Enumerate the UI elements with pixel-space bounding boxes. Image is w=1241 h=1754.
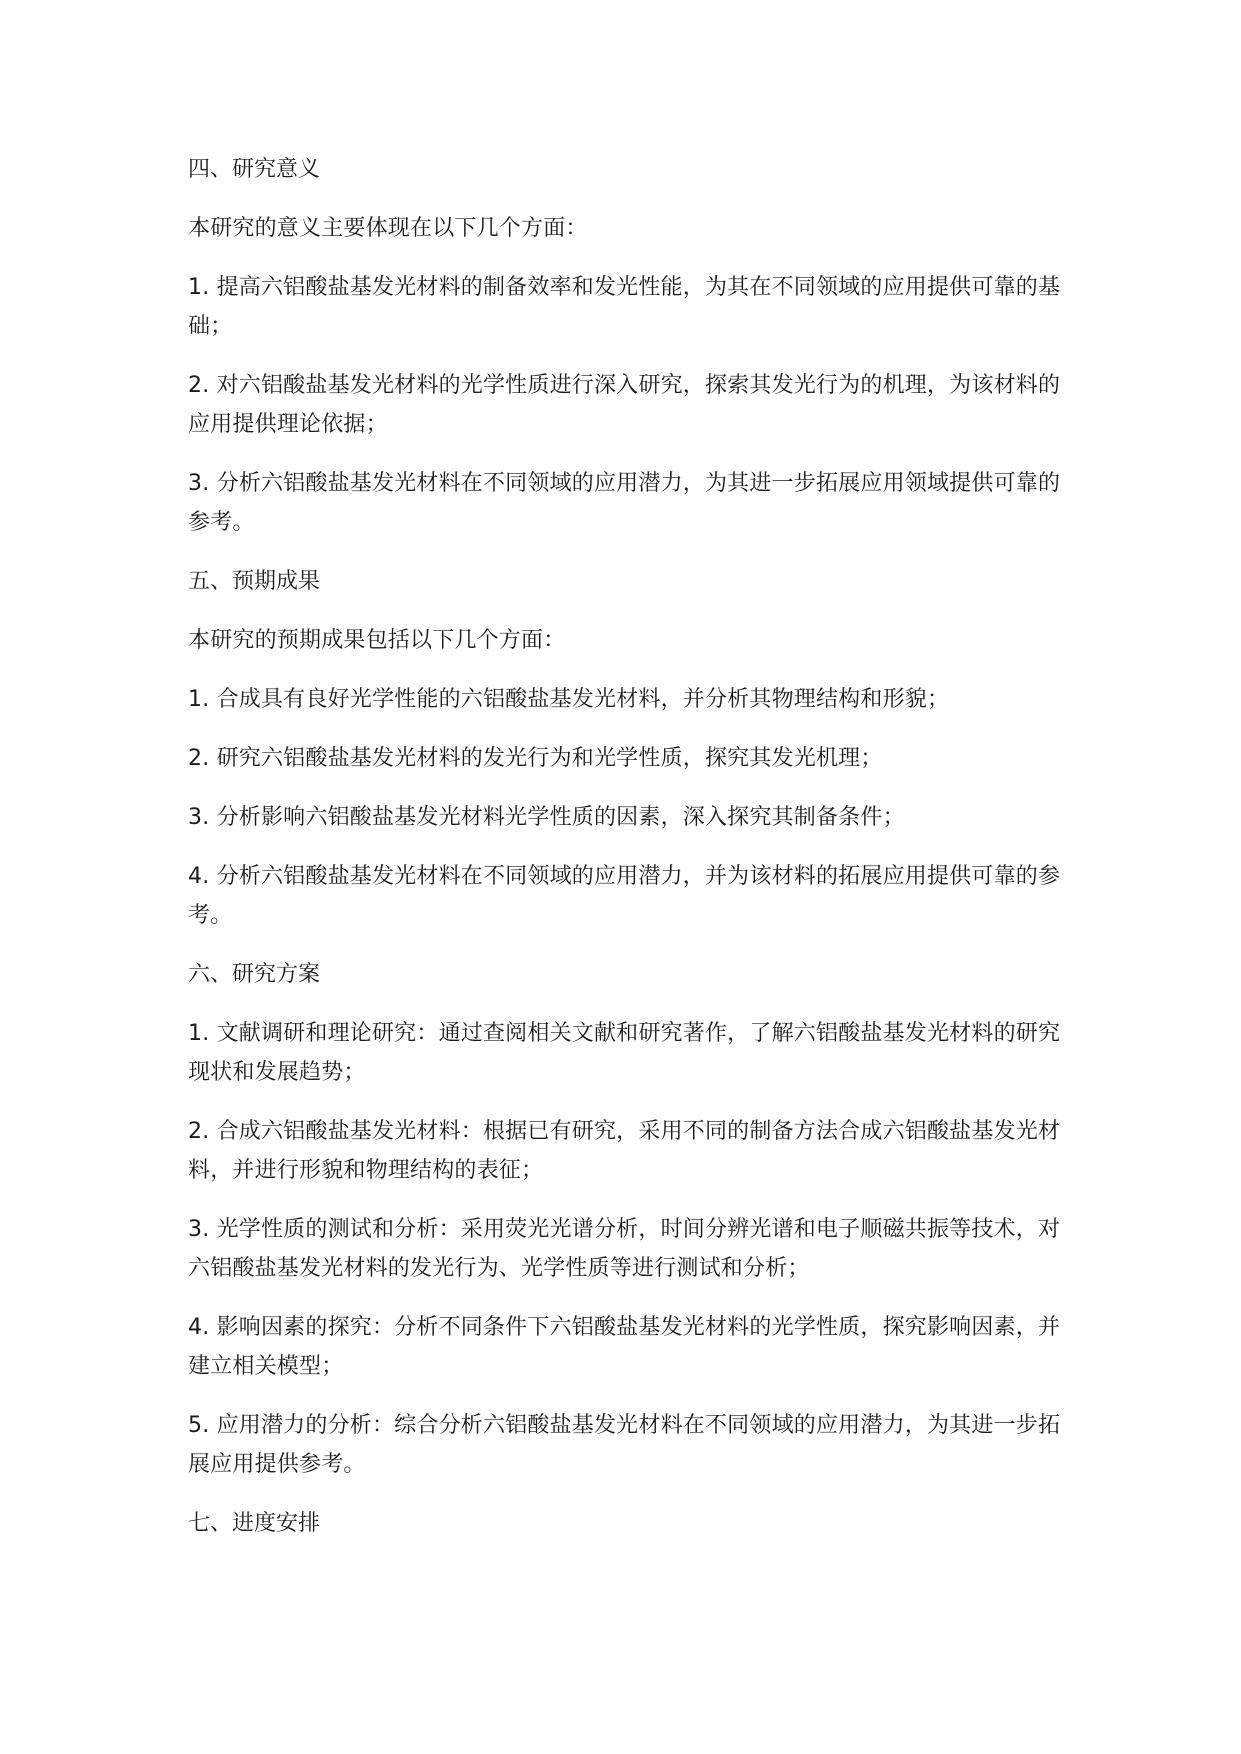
section-4-intro: 本研究的意义主要体现在以下几个方面： bbox=[188, 216, 588, 241]
section-5-item: 4. 分析六铝酸盐基发光材料在不同领域的应用潜力，并为该材料的拓展应用提供可靠的参考。 bbox=[188, 864, 1061, 928]
section-5-item: 2. 研究六铝酸盐基发光材料的发光行为和光学性质，探究其发光机理； bbox=[188, 746, 883, 771]
section-6-item: 4. 影响因素的探究：分析不同条件下六铝酸盐基发光材料的光学性质，探究影响因素，并建立相关模型； bbox=[188, 1315, 1061, 1379]
section-4-item: 2. 对六铝酸盐基发光材料的光学性质进行深入研究，探索其发光行为的机理，为该材料的应用提供理论依据； bbox=[188, 373, 1061, 437]
section-5-intro: 本研究的预期成果包括以下几个方面： bbox=[188, 628, 566, 653]
section-5-item: 1. 合成具有良好光学性能的六铝酸盐基发光材料，并分析其物理结构和形貌； bbox=[188, 687, 950, 712]
section-4-item: 1. 提高六铝酸盐基发光材料的制备效率和发光性能，为其在不同领域的应用提供可靠的基础； bbox=[188, 275, 1061, 339]
section-6-heading: 六、研究方案 bbox=[188, 962, 321, 987]
document-body bbox=[188, 150, 1078, 1563]
section-6-item: 2. 合成六铝酸盐基发光材料：根据已有研究，采用不同的制备方法合成六铝酸盐基发光材料，并进行形貌和物理结构的表征； bbox=[188, 1119, 1061, 1183]
section-5-heading: 五、预期成果 bbox=[188, 569, 321, 594]
section-7-heading: 七、进度安排 bbox=[188, 1511, 321, 1536]
section-6-item: 1. 文献调研和理论研究：通过查阅相关文献和研究著作，了解六铝酸盐基发光材料的研究现状和发展趋势； bbox=[188, 1021, 1061, 1085]
section-4-item: 3. 分析六铝酸盐基发光材料在不同领域的应用潜力，为其进一步拓展应用领域提供可靠的参考。 bbox=[188, 471, 1061, 535]
section-5-item: 3. 分析影响六铝酸盐基发光材料光学性质的因素，深入探究其制备条件； bbox=[188, 805, 905, 830]
section-4-heading: 四、研究意义 bbox=[188, 157, 321, 182]
section-6-item: 3. 光学性质的测试和分析：采用荧光光谱分析，时间分辨光谱和电子顺磁共振等技术，对六铝酸盐基发光材料的发光行为、光学性质等进行测试和分析； bbox=[188, 1217, 1061, 1281]
section-6-item: 5. 应用潜力的分析：综合分析六铝酸盐基发光材料在不同领域的应用潜力，为其进一步拓展应用提供参考。 bbox=[188, 1413, 1061, 1477]
